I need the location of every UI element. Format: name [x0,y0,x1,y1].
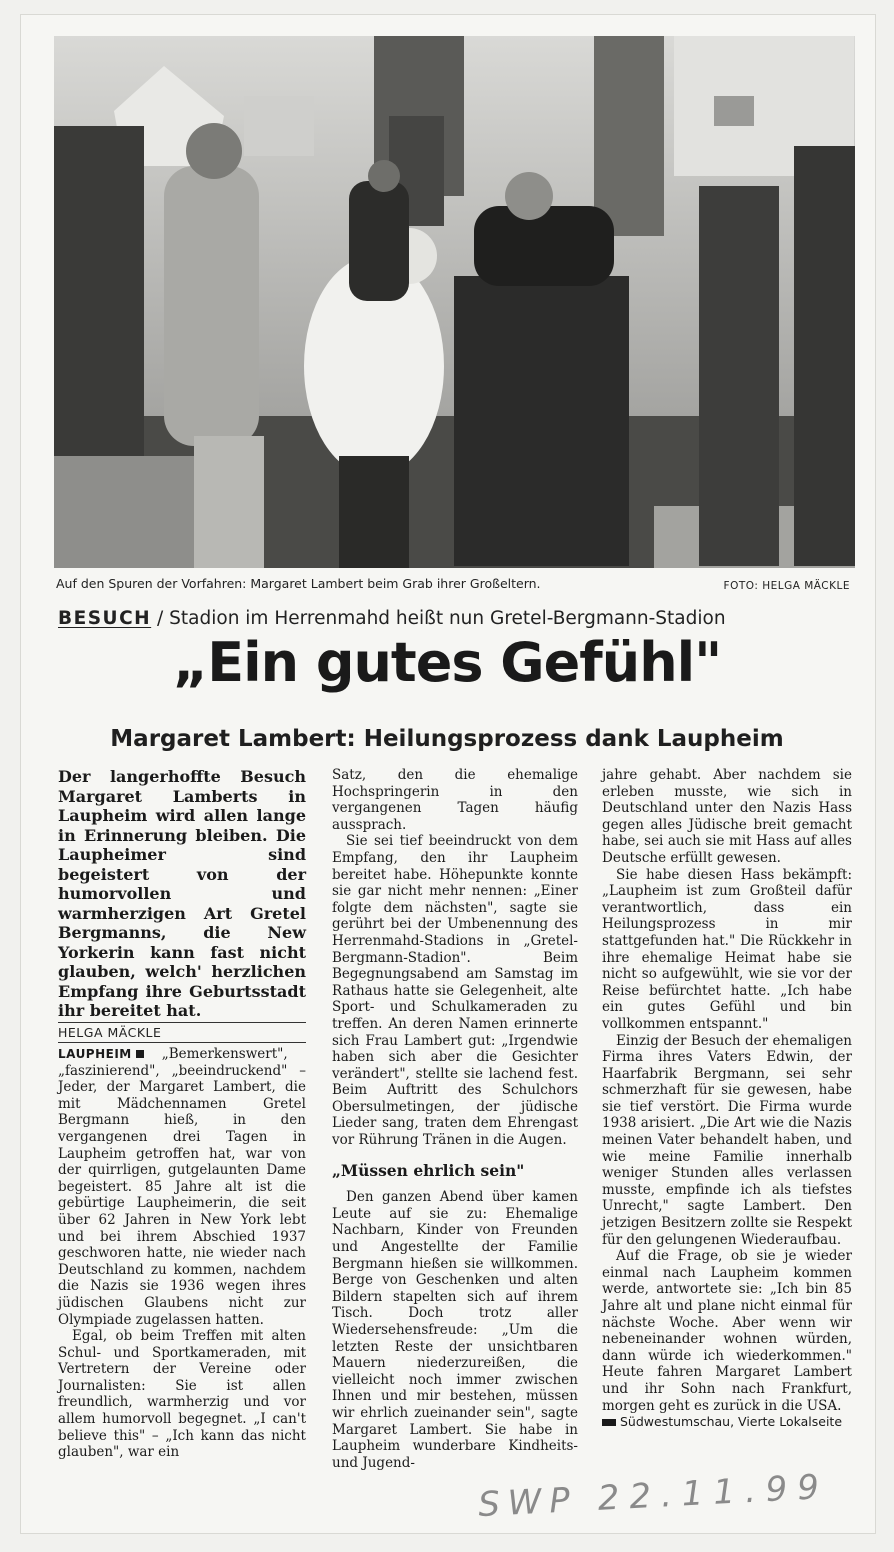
paragraph: Den ganzen Abend über kamen Leute auf sie zu: Ehemalige Nachbarn, Kinder von Freunden und Angestellte der Familie Bergmann hießen sie willkommen. Berge von Geschenken und alten Bildern stapelten sich auf ihrem Tisch. Doch trotz aller Wiedersehensfreude: „Um die letzten Reste der unsichtbaren Mauern niederzureißen, die vielleicht noch immer zwischen Ihnen und mir bestehen, müssen wir ehrlich zueinander sein", sagte Margaret Lambert. Sie habe in Laupheim wunderbare Kindheits- und Jugend- [332,1189,578,1471]
paragraph: Einzig der Besuch der ehemaligen Firma ihres Vaters Edwin, der Haarfabrik Bergmann, sei sehr schmerzhaft für sie gewesen, habe sie tief verstört. Die Firma wurde 1938 arisiert. „Die Art wie die Nazis meinen Vater behandelt haben, und wie meine Familie innerhalb weniger Stunden alles verlassen musste, empfinde ich als tiefstes Unrecht," sagte Lambert. Den jetzigen Besitzern zollte sie Respekt für den gelungenen Wiederaufbau. [602,1032,852,1248]
photo-caption: Auf den Spuren der Vorfahren: Margaret Lambert beim Grab ihrer Großeltern. [56,576,541,591]
column-3 [602,767,852,1431]
kicker [58,608,858,629]
source-text: Südwestumschau, Vierte Lokalseite [620,1414,843,1430]
source-note [602,1414,852,1431]
column-2 [332,767,578,1471]
paragraph-text: „Bemerkenswert", „faszinierend", „beeindruckend" – Jeder, der Margaret Lambert, die mit Mädchennamen Gretel Bergmann hieß, in den vergangenen drei Tagen in Laupheim getroffen hat, war von der quirrligen, gutgelaunten Dame begeistert. 85 Jahre alt ist die gebürtige Laupheimerin, die seit über 62 Jahren in New York lebt und bei ihrem Abschied 1937 geschworen hatte, nie wieder nach Deutschland zu kommen, nachdem die Nazis sie 1936 wegen ihres jüdischen Glaubens nicht zur Olympiade zugelassen hatten. [58,1046,306,1328]
cemetery-photo-illustration [54,36,855,568]
paragraph: Auf die Frage, ob sie je wieder einmal nach Laupheim kommen werde, antwortete sie: „Ich bin 85 Jahre alt und plane nicht einmal für nächste Woche. Aber wenn wir nebeneinander wohnen würden, dann würde ich wiederkommen." Heute fahren Margaret Lambert und ihr Sohn nach Frankfurt, morgen geht es zurück in die USA. [602,1248,852,1414]
paragraph: Egal, ob beim Treffen mit alten Schul- und Sportkameraden, mit Vertretern der Vereine oder Journalisten: Sie ist allen freundlich, warmherzig und vor allem humorvoll begegnet. „I can't believe this" – „Ich kann das nicht glauben", war ein [58,1328,306,1461]
paragraph: Sie sei tief beeindruckt von dem Empfang, den ihr Laupheim bereitet habe. Höhepunkte konnte sie gar nicht mehr nennen: „Einer folgte dem nächsten", sagte sie gerührt bei der Umbenennung des Herrenmahd-Stadions in „Gretel-Bergmann-Stadion". Beim Begegnungsabend am Samstag im Rathaus hatte sie Gelegenheit, alte Sport- und Schulkameraden zu treffen. An deren Namen erinnerte sich Frau Lambert gut: „Irgendwie haben sich aber die Gesichter verändert", stellte sie lachend fest. Beim Auftritt des Schulchors Obersulmetingen, der jüdische Lieder sang, traten dem Ehrengast vor Rührung Tränen in die Augen. [332,833,578,1149]
kicker-label: BESUCH [58,608,152,629]
paragraph: Sie habe diesen Hass bekämpft: „Laupheim ist zum Großteil dafür verantwortlich, dass ein Heilungsprozess in mir stattgefunden hat." Die Rückkehr in ihre ehemalige Heimat habe sie nicht so aufgewühlt, wie sie vor der Reise befürchtet hatte. „Ich habe ein gutes Gefühl und bin vollkommen entspannt." [602,866,852,1032]
byline-rule-bottom [58,1042,306,1043]
byline-rule-top [58,1022,306,1023]
byline: HELGA MÄCKLE [58,1025,162,1040]
kicker-separator: / [151,608,170,629]
subheadline: Margaret Lambert: Heilungsprozess dank Laupheim [110,726,784,752]
intertitle: „Müssen ehrlich sein" [332,1160,525,1180]
photo-credit: FOTO: HELGA MÄCKLE [723,580,850,592]
headline: „Ein gutes Gefühl" [172,631,722,694]
lead-paragraph: Der langerhoffte Besuch Margaret Lamberts in Laupheim wird allen lange in Erinnerung bleiben. Die Laupheimer sind begeistert von der humorvollen und warmherzigen Art Gretel Bergmanns, die New Yorkerin kann fast nicht glauben, welch' herzlichen Empfang ihre Geburtsstadt ihr bereitet hat. [58,767,306,1020]
dateline: LAUPHEIM [58,1047,132,1061]
paragraph: Satz, den die ehemalige Hochspringerin in den vergangenen Tagen häufig aussprach. [332,767,578,833]
dateline-square-icon [136,1050,144,1058]
handwritten-date: 22.11.99 [596,1466,830,1519]
kicker-text: Stadion im Herrenmahd heißt nun Gretel-Bergmann-Stadion [169,608,726,629]
article-photo [54,36,855,568]
paragraph: jahre gehabt. Aber nachdem sie erleben musste, wie sich in Deutschland unter den Nazis Hass gegen alles Jüdische breit gemacht habe, sei auch sie mit Hass auf alles Deutsche erfüllt gewesen. [602,767,852,866]
handwritten-paper: SWP [477,1479,579,1526]
column-1 [58,1046,306,1461]
paragraph [58,1046,306,1328]
source-square-icon [602,1419,616,1426]
